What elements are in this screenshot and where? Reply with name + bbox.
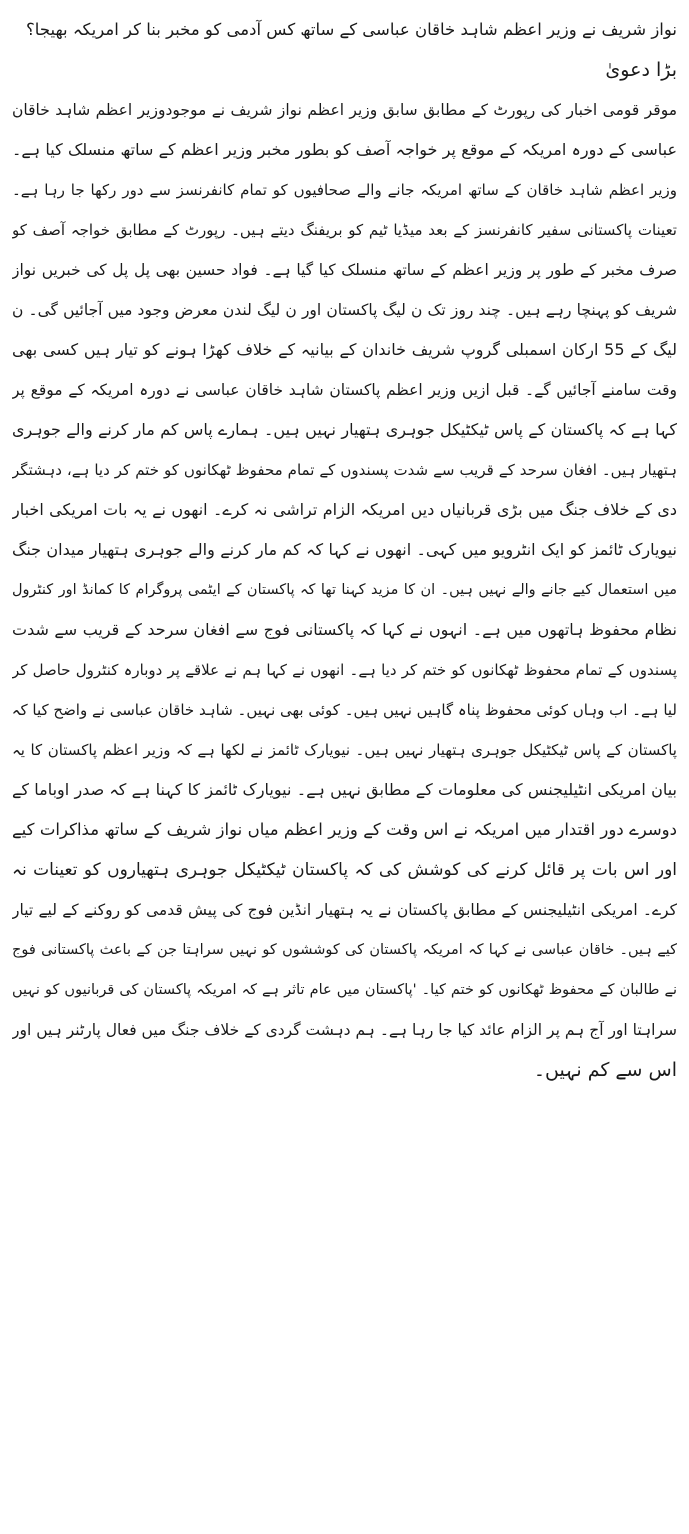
article-line: دی کے خلاف جنگ میں بڑی قربانیاں دیں امریکہ الزام تراشی نہ کرے۔ انھوں نے یہ بات امریکی اخبار	[12, 500, 677, 519]
article-line: پسندوں کے تمام محفوظ ٹھکانوں کو ختم کر دیا ہے۔ انھوں نے کہا ہم نے علاقے پر دوبارہ کنٹرول حاصل کر	[12, 661, 677, 679]
article-line: لیا ہے۔ اب وہاں کوئی محفوظ پناہ گاہیں نہیں ہیں۔ کوئی بھی نہیں۔ شاہد خاقان عباسی نے واضح کیا کہ	[12, 701, 677, 719]
article-line: نظام محفوظ ہاتھوں میں ہے۔ انہوں نے کہا کہ پاکستانی فوج سے افغان سرحد کے قریب سے شدت	[12, 620, 677, 639]
article-line: صرف مخبر کے طور پر وزیر اعظم کے ساتھ منسلک کیا گیا ہے۔ فواد حسین بھی پل پل کی خبریں نواز	[12, 261, 677, 279]
article-line: کہا ہے کہ پاکستان کے پاس ٹیکٹیکل جوہری ہتھیار نہیں ہیں۔ ہمارے پاس کم مار کرنے والے جوہری	[12, 420, 677, 439]
article-line: بیان امریکی انٹیلیجنس کی معلومات کے مطابق نہیں ہے۔ نیویارک ٹائمز کا کہنا ہے کہ صدر اوباما کے	[12, 780, 677, 799]
article-line: نیویارک ٹائمز کو ایک انٹرویو میں کہی۔ انھوں نے کہا کہ کم مار کرنے والے جوہری ہتھیار میدان جنگ	[12, 540, 677, 559]
article-line: تعینات پاکستانی سفیر کانفرنسز کے بعد میڈیا ٹیم کو بریفنگ دیتے ہیں۔ رپورٹ کے مطابق خواجہ آصف کو	[12, 221, 677, 239]
article-line: عباسی کے دورہ امریکہ کے موقع پر خواجہ آصف کو بطور مخبر وزیر اعظم کے ساتھ منسلک کیا ہے۔	[12, 140, 677, 159]
article-line: اس سے کم نہیں۔	[533, 1059, 677, 1081]
article-line: شریف کو پہنچا رہے ہیں۔ چند روز تک ن لیگ پاکستان اور ن لیگ لندن معرض وجود میں آجائیں گی۔ ن	[12, 301, 677, 319]
article-line: کرے۔ امریکی انٹیلیجنس کے مطابق پاکستان نے یہ ہتھیار انڈین فوج کی پیش قدمی کو روکنے کے لیے تیار	[12, 901, 677, 919]
article-line: وقت سامنے آجائیں گے۔ قبل ازیں وزیر اعظم پاکستان شاہد خاقان عباسی نے دورہ امریکہ کے موقع پر	[12, 381, 677, 399]
article-line: لیگ کے 55 ارکان اسمبلی گروپ شریف خاندان کے بیانیہ کے خلاف کھڑا ہونے کو تیار ہیں کسی بھی	[12, 340, 677, 359]
article-line: اور اس بات پر قائل کرنے کی کوشش کی کہ پاکستان ٹیکٹیکل جوہری ہتھیاروں کو تعینات نہ	[12, 860, 677, 880]
article-line: موقر قومی اخبار کی رپورٹ کے مطابق سابق وزیر اعظم نواز شریف نے موجودوزیر اعظم شاہد خاقان	[12, 101, 677, 119]
article-line: وزیر اعظم شاہد خاقان کے ساتھ امریکہ جانے والے صحافیوں کو تمام کانفرنسز سے دور رکھا جا رہا ہے۔	[12, 181, 677, 199]
article-line: پاکستان کے پاس ٹیکٹیکل جوہری ہتھیار نہیں ہیں۔ نیویارک ٹائمز نے لکھا ہے کہ وزیر اعظم پاکستان کا یہ	[12, 741, 677, 759]
headline: نواز شریف نے وزیر اعظم شاہد خاقان عباسی کے ساتھ کس آدمی کو مخبر بنا کر امریکہ بھیجا؟	[26, 20, 677, 39]
article-line: سراہتا اور آج ہم پر الزام عائد کیا جا رہا ہے۔ ہم دہشت گردی کے خلاف جنگ میں فعال پارٹنر ہیں اور	[12, 1021, 677, 1039]
article-line: دوسرے دور اقتدار میں امریکہ نے اس وقت کے وزیر اعظم میاں نواز شریف کے ساتھ مذاکرات کیے	[12, 820, 677, 839]
article-line: نے طالبان کے محفوظ ٹھکانوں کو ختم کیا۔ 'پاکستان میں عام تاثر ہے کہ امریکہ پاکستان کی قربانیوں کو نہیں	[12, 982, 677, 998]
article-line: میں استعمال کیے جانے والے نہیں ہیں۔ ان کا مزید کہنا تھا کہ پاکستان کے ایٹمی پروگرام کا کمانڈ اور کنٹرول	[12, 582, 677, 598]
article-line: کیے ہیں۔ خاقان عباسی نے کہا کہ امریکہ پاکستان کی کوششوں کو نہیں سراہتا جن کے باعث پاکستانی فوج	[12, 942, 677, 958]
article-body	[12, 90, 677, 1090]
article-page	[12, 10, 677, 1524]
byline: بڑا دعویٰ	[605, 59, 677, 81]
article-line: ہتھیار ہیں۔ افغان سرحد کے قریب سے شدت پسندوں کے تمام محفوظ ٹھکانوں کو ختم کر دیا ہے، دہشتگر	[12, 461, 677, 479]
